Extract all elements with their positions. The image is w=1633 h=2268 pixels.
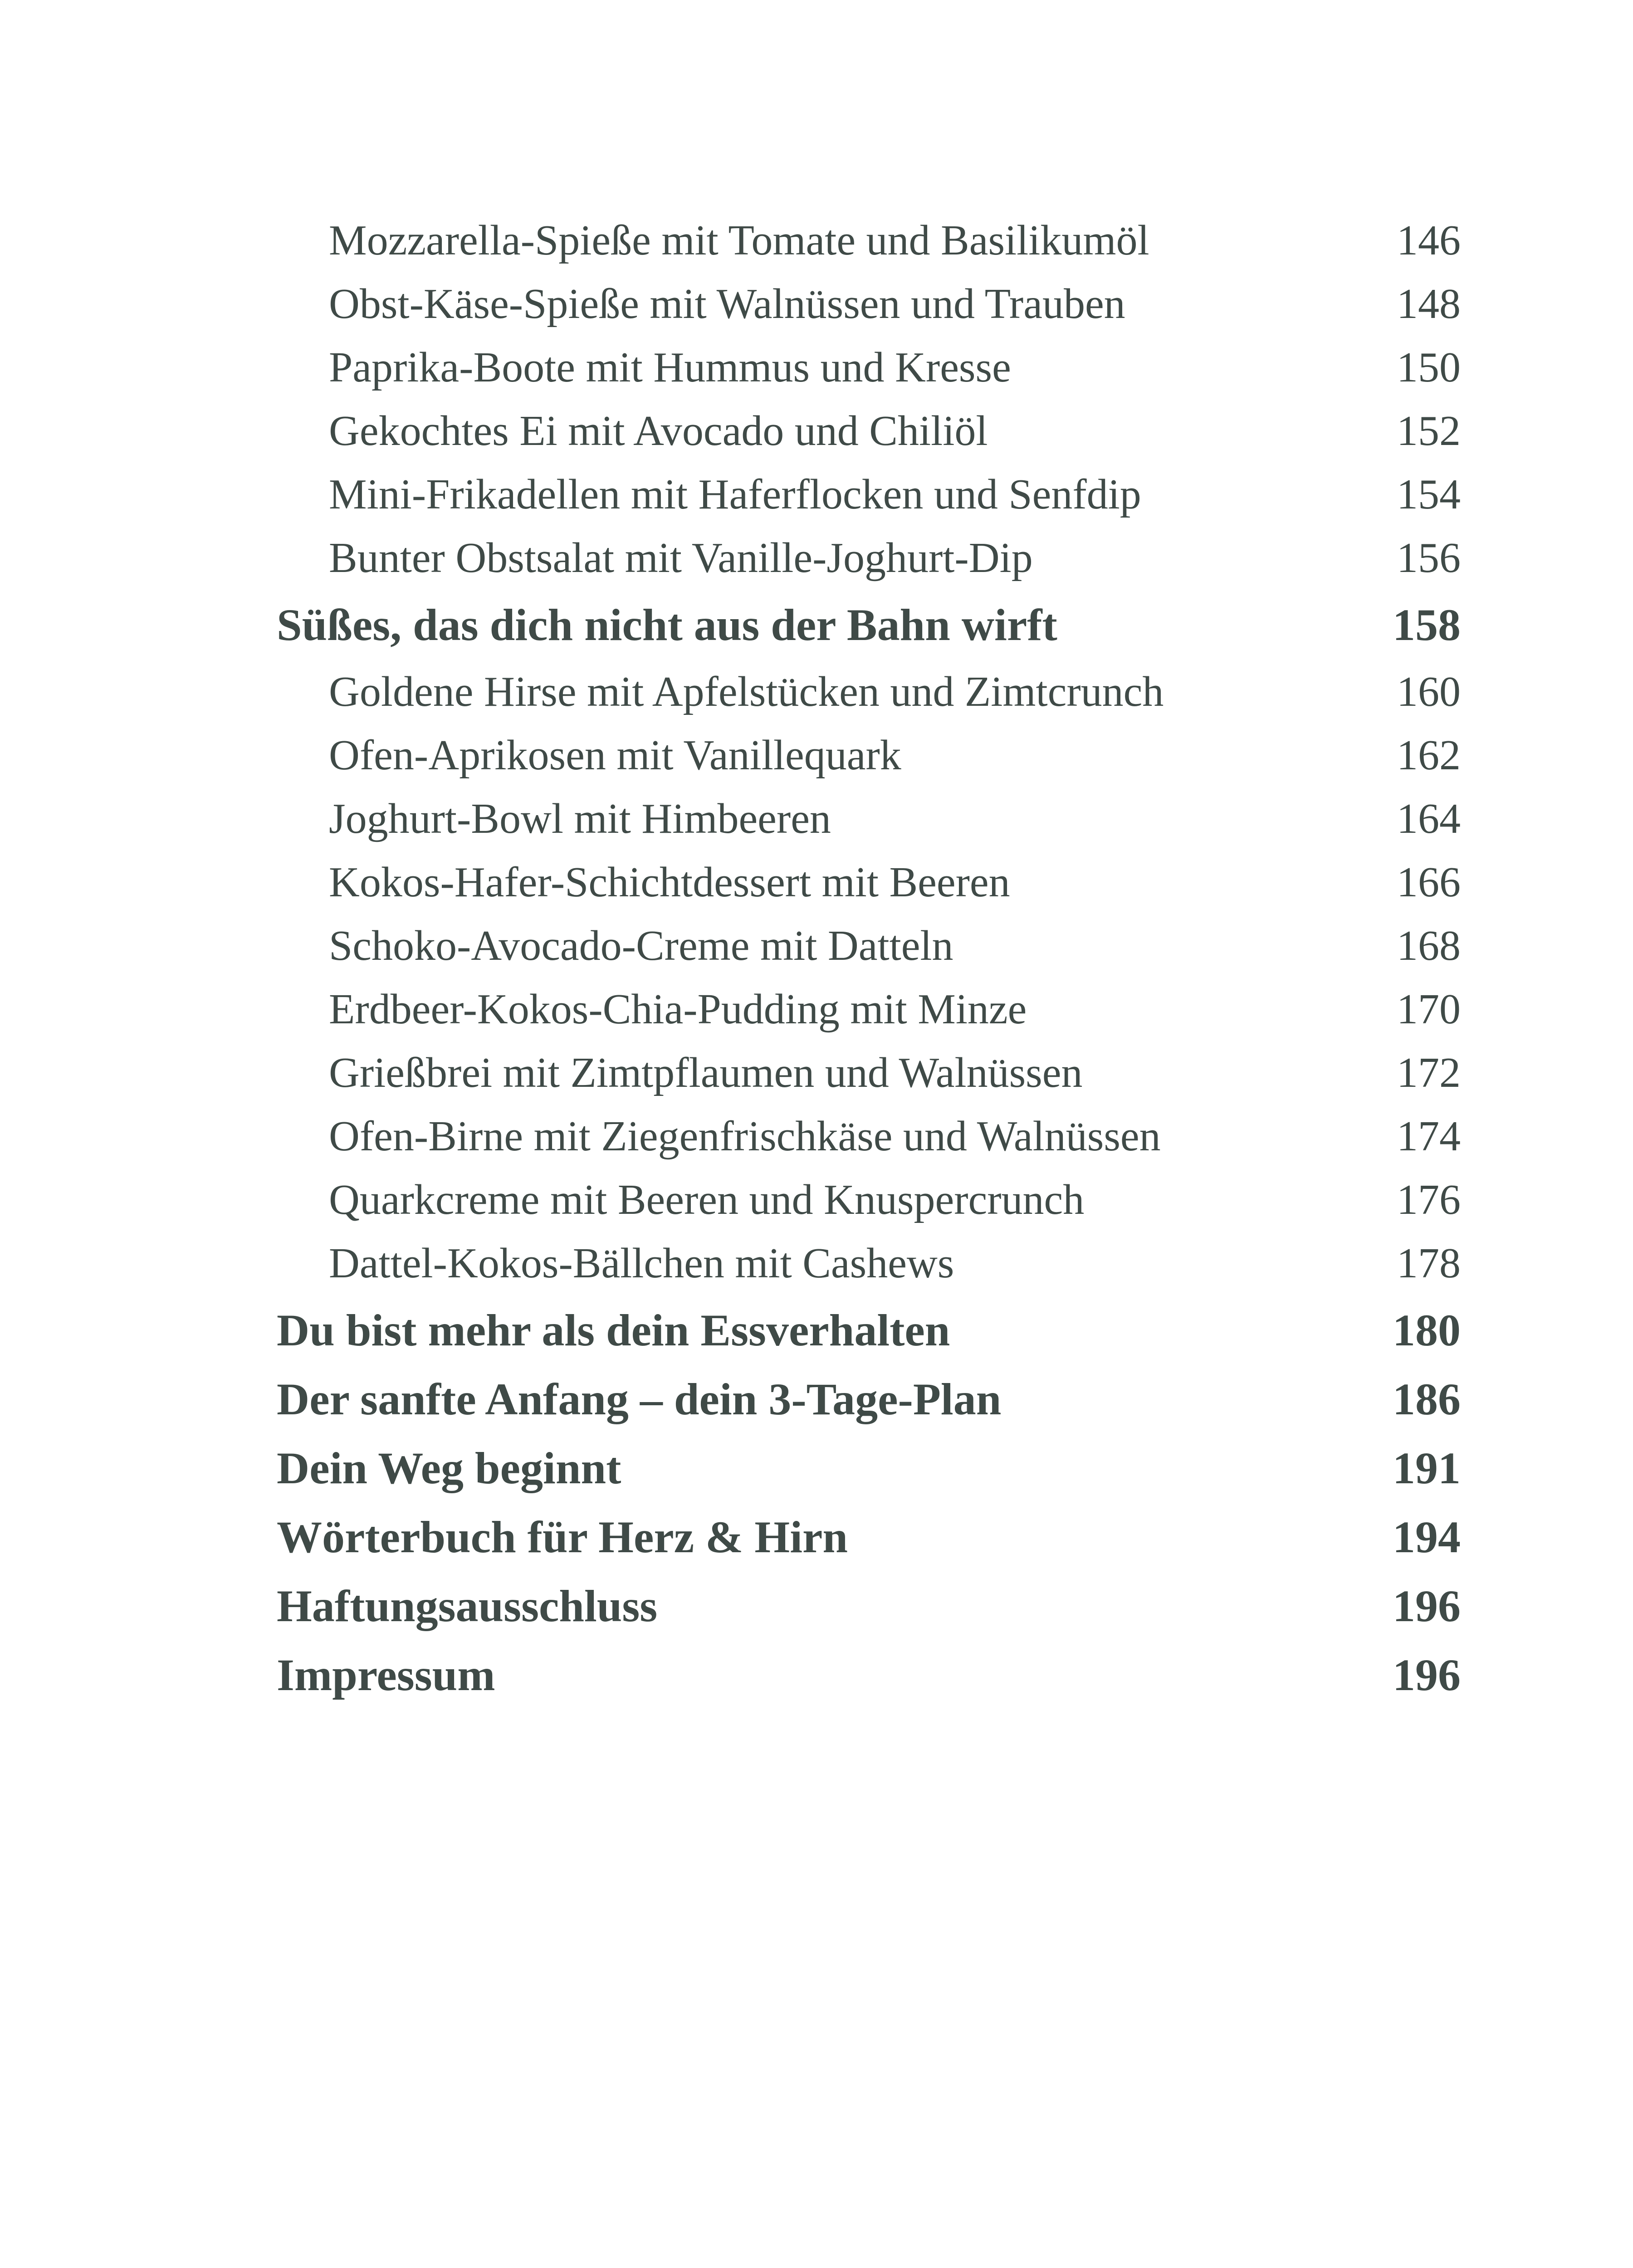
toc-chapter-title: Süßes, das dich nicht aus der Bahn wirft xyxy=(277,600,1057,650)
toc-entry-page: 174 xyxy=(1397,1113,1461,1160)
toc-entry-page: 160 xyxy=(1397,668,1461,715)
toc-chapter xyxy=(0,594,1633,662)
toc-chapter-page: 158 xyxy=(1393,600,1461,650)
toc-entry-page: 170 xyxy=(1397,986,1461,1033)
toc-chapter-page: 196 xyxy=(1393,1581,1461,1631)
toc-entry-page: 164 xyxy=(1397,795,1461,842)
toc-entry-page: 152 xyxy=(1397,407,1461,455)
toc-entry-page: 172 xyxy=(1397,1049,1461,1096)
toc-chapter xyxy=(0,1300,1633,1368)
toc-entry-title: Obst-Käse-Spieße mit Walnüssen und Trauben xyxy=(329,280,1125,327)
toc-entry-title: Goldene Hirse mit Apfelstücken und Zimtcrunch xyxy=(329,668,1164,715)
toc-entry-page: 148 xyxy=(1397,280,1461,327)
toc-entry-title: Joghurt-Bowl mit Himbeeren xyxy=(329,795,831,842)
toc-chapter-title: Haftungsausschluss xyxy=(277,1581,658,1631)
toc-chapter-title: Du bist mehr als dein Essverhalten xyxy=(277,1305,950,1355)
toc-chapter-title: Der sanfte Anfang – dein 3-Tage-Plan xyxy=(277,1374,1002,1424)
toc-entry-page: 176 xyxy=(1397,1176,1461,1223)
toc-entry-title: Schoko-Avocado-Creme mit Datteln xyxy=(329,922,953,969)
toc-entry xyxy=(0,401,1633,469)
toc-entry xyxy=(0,1107,1633,1175)
toc-chapter-page: 180 xyxy=(1393,1305,1461,1355)
toc-entry-title: Ofen-Birne mit Ziegenfrischkäse und Walnüssen xyxy=(329,1113,1161,1160)
toc-entry xyxy=(0,726,1633,794)
toc-entry xyxy=(0,1234,1633,1302)
toc-chapter xyxy=(0,1575,1633,1643)
toc-entry-title: Ofen-Aprikosen mit Vanillequark xyxy=(329,732,901,779)
toc-entry-title: Mozzarella-Spieße mit Tomate und Basilikumöl xyxy=(329,217,1149,264)
toc-entry xyxy=(0,528,1633,596)
toc-entry-page: 150 xyxy=(1397,344,1461,391)
toc-entry-title: Grießbrei mit Zimtpflaumen und Walnüssen xyxy=(329,1049,1083,1096)
toc-entry-page: 154 xyxy=(1397,471,1461,518)
toc-entry-page: 178 xyxy=(1397,1240,1461,1287)
toc-chapter-page: 186 xyxy=(1393,1374,1461,1424)
toc-entry-title: Mini-Frikadellen mit Haferflocken und Senfdip xyxy=(329,471,1141,518)
toc-chapter-title: Dein Weg beginnt xyxy=(277,1443,621,1493)
toc-chapter xyxy=(0,1369,1633,1437)
toc-entry-title: Erdbeer-Kokos-Chia-Pudding mit Minze xyxy=(329,986,1027,1033)
toc-chapter-page: 196 xyxy=(1393,1650,1461,1700)
toc-entry xyxy=(0,853,1633,921)
toc-entry xyxy=(0,662,1633,730)
toc-entry-title: Gekochtes Ei mit Avocado und Chiliöl xyxy=(329,407,988,455)
toc-entry-page: 156 xyxy=(1397,534,1461,582)
toc-entry-title: Bunter Obstsalat mit Vanille-Joghurt-Dip xyxy=(329,534,1033,582)
toc-entry xyxy=(0,1170,1633,1238)
toc-entry xyxy=(0,980,1633,1048)
toc-entry xyxy=(0,1043,1633,1111)
toc-entry-page: 166 xyxy=(1397,859,1461,906)
toc-chapter xyxy=(0,1437,1633,1505)
toc-entry xyxy=(0,338,1633,406)
toc-entry-title: Paprika-Boote mit Hummus und Kresse xyxy=(329,344,1011,391)
toc-entry xyxy=(0,274,1633,342)
toc-entry-title: Kokos-Hafer-Schichtdessert mit Beeren xyxy=(329,859,1010,906)
toc-entry-page: 146 xyxy=(1397,217,1461,264)
toc-chapter-title: Impressum xyxy=(277,1650,495,1700)
toc-entry xyxy=(0,465,1633,533)
toc-entry-page: 162 xyxy=(1397,732,1461,779)
toc-chapter xyxy=(0,1644,1633,1712)
toc-entry xyxy=(0,211,1633,279)
toc-entry xyxy=(0,916,1633,984)
toc-entry xyxy=(0,789,1633,857)
toc-chapter-page: 191 xyxy=(1393,1443,1461,1493)
toc-chapter-page: 194 xyxy=(1393,1512,1461,1562)
toc-entry-title: Dattel-Kokos-Bällchen mit Cashews xyxy=(329,1240,954,1287)
toc-entry-title: Quarkcreme mit Beeren und Knuspercrunch xyxy=(329,1176,1085,1223)
toc-chapter-title: Wörterbuch für Herz & Hirn xyxy=(277,1512,848,1562)
toc-entry-page: 168 xyxy=(1397,922,1461,969)
toc-chapter xyxy=(0,1506,1633,1574)
